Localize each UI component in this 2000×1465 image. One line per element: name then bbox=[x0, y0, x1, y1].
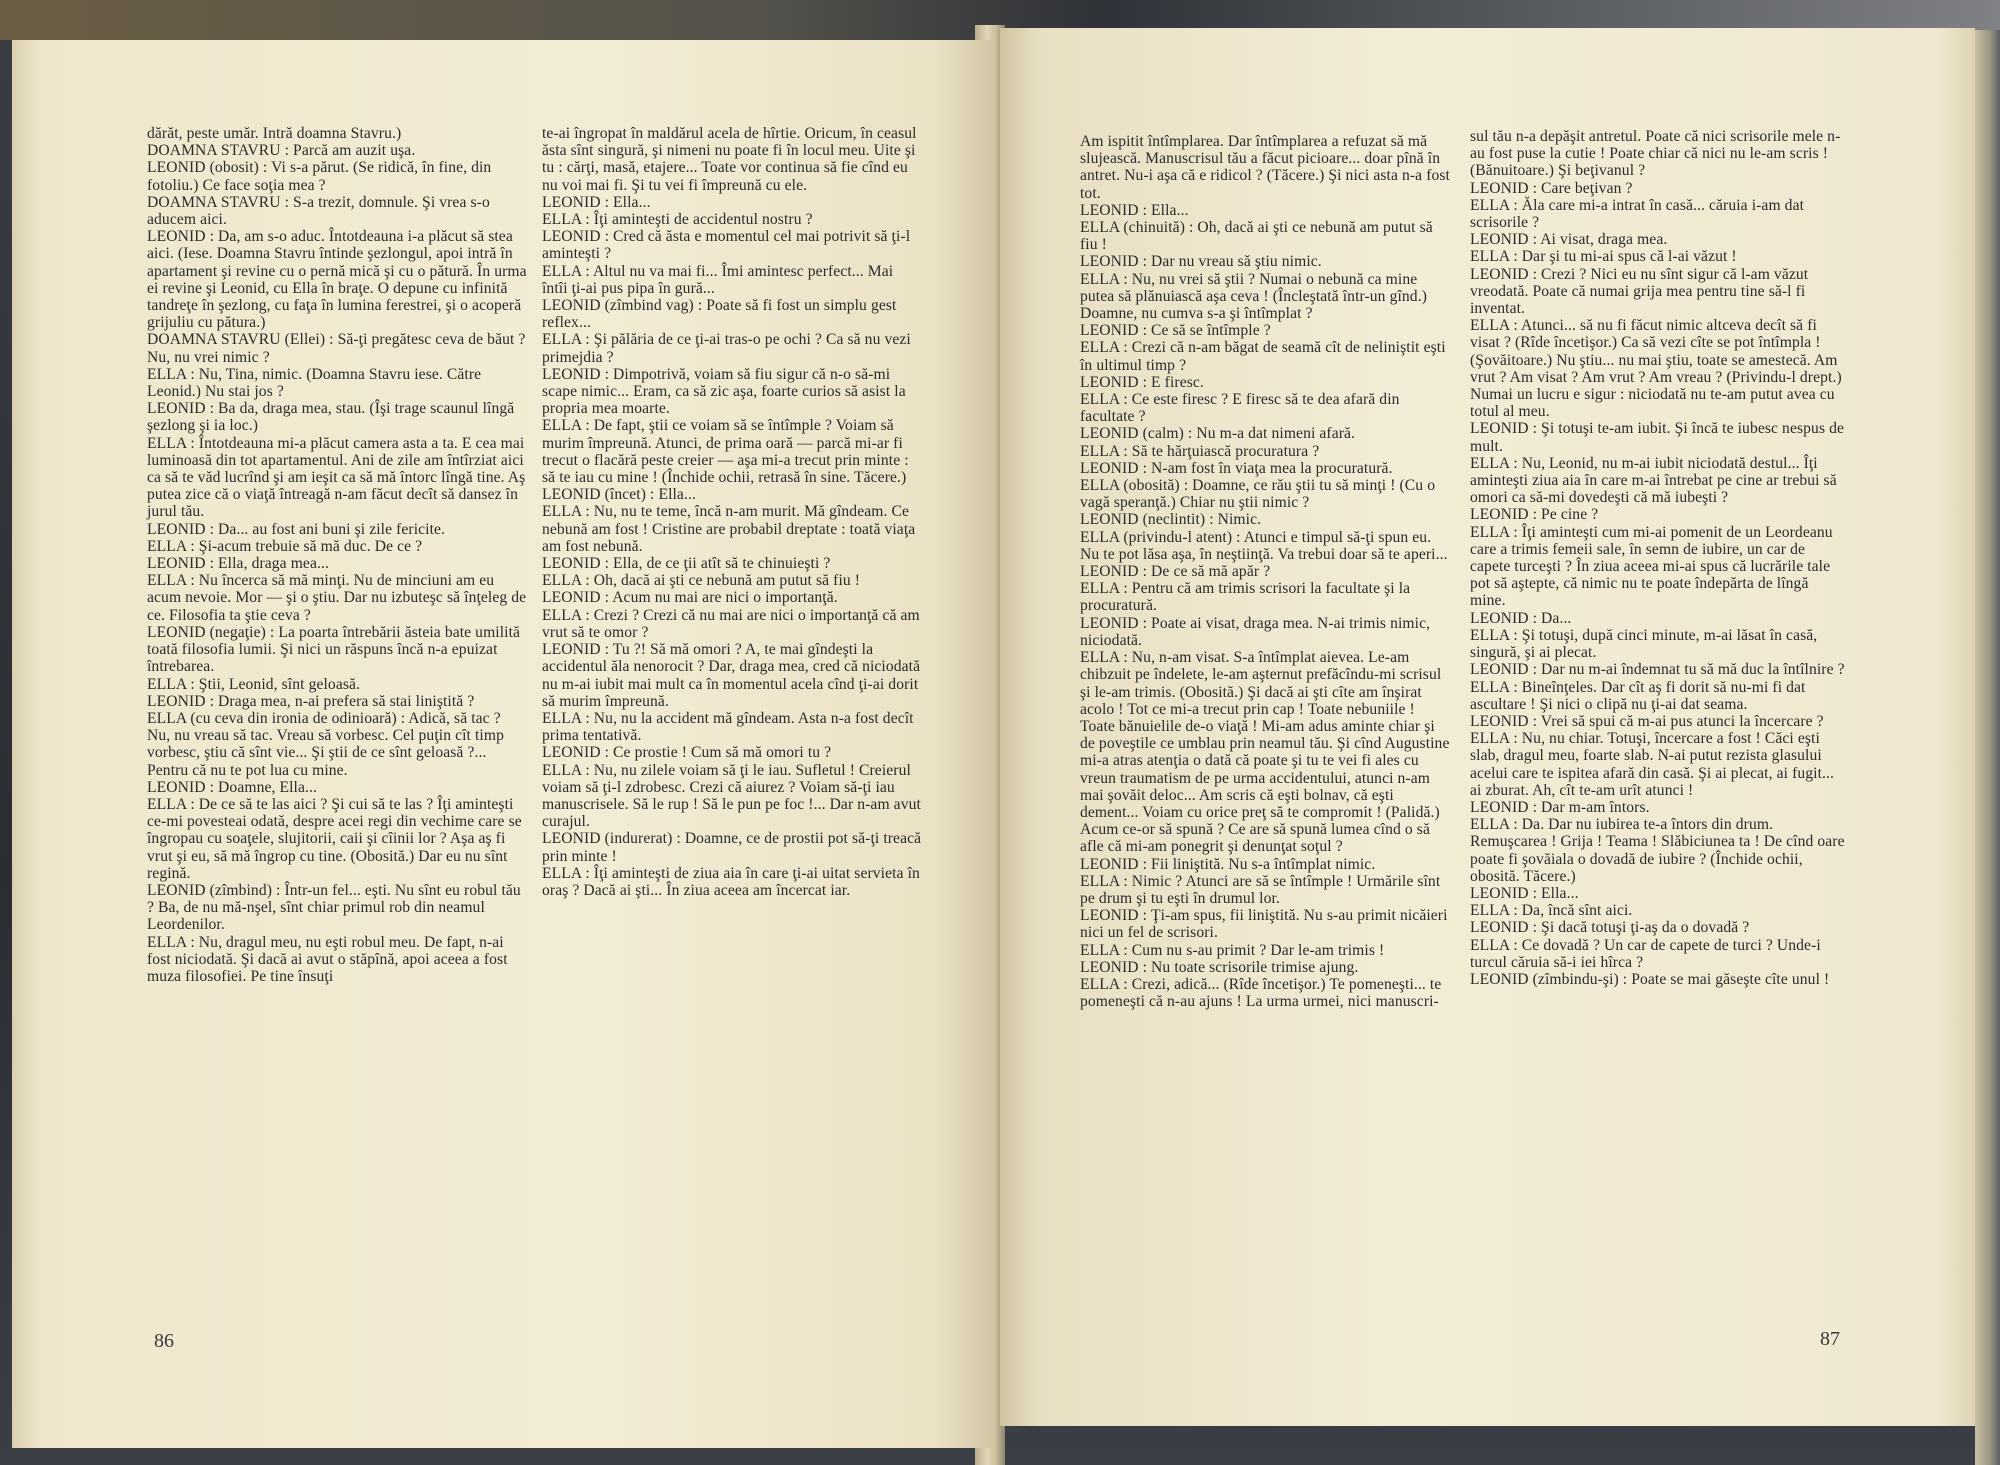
dialogue-paragraph: DOAMNA STAVRU (Ellei) : Să-ţi pregătesc ceva de băut ? Nu, nu vrei nimic ? bbox=[147, 331, 526, 366]
dialogue-paragraph: DOAMNA STAVRU : S-a trezit, domnule. Şi vrea s-o aducem aici. bbox=[147, 193, 490, 229]
dialogue-paragraph: LEONID : Ella... bbox=[1470, 884, 1579, 902]
right-page-number: 87 bbox=[1820, 1328, 1840, 1350]
dialogue-paragraph: LEONID : Da... bbox=[1470, 609, 1572, 627]
dialogue-paragraph: ELLA : Crezi, adică... (Rîde încetişor.) Te pomeneşti... te pomeneşti că n-au ajuns ! La urma urmei, nici manuscri- bbox=[1080, 975, 1442, 1011]
right-page bbox=[1000, 28, 1975, 1426]
dialogue-paragraph: ELLA : Bineînţeles. Dar cît aş fi dorit să nu-mi fi dat ascultare ! Şi nici o clipă nu ţi-ai dat seama. bbox=[1470, 678, 1806, 713]
dialogue-paragraph: ELLA : Nu, dragul meu, nu eşti robul meu. De fapt, n-ai fost niciodată. Şi dacă ai avut o stăpînă, apoi aceea a fost muza filosofiei. Pe tine însuţi bbox=[147, 933, 508, 985]
dialogue-paragraph: ELLA : Nu, nu zilele voiam să ţi le iau. Sufletul ! Creierul voiam să ţi-l zdrobesc. Crezi că aiurez ? Voiam să-ţi iau manuscrisele. Să le rup ! Să le pun pe foc !... Dar n-am avut curajul. bbox=[542, 761, 921, 831]
dialogue-paragraph: ELLA (privindu-l atent) : Atunci e timpul să-ţi spun eu. Nu te pot lăsa aşa, în neştiinţă. Va trebui doar să te aperi... bbox=[1080, 528, 1448, 563]
dialogue-paragraph: LEONID (indurerat) : Doamne, ce de prostii pot să-ţi treacă prin minte ! bbox=[542, 830, 922, 865]
dialogue-paragraph: ELLA : Nu, nu vrei să ştii ? Numai o nebună ca mine putea să plănuiască aşa ceva ! (Încleştată într-un gînd.) Doamne, nu cumva s-a şi întîmplat ? bbox=[1080, 270, 1427, 323]
dialogue-paragraph: ELLA : Ce este firesc ? E firesc să te dea afară din facultate ? bbox=[1080, 391, 1400, 426]
left-page-number: 86 bbox=[154, 1330, 174, 1352]
dialogue-paragraph: LEONID : Poate ai visat, draga mea. N-ai trimis nimic, niciodată. bbox=[1080, 614, 1431, 649]
dialogue-paragraph: ELLA : Dar şi tu mi-ai spus că l-ai văzut ! bbox=[1470, 248, 1737, 266]
dialogue-paragraph: LEONID : Da... au fost ani buni şi zile fericite. bbox=[147, 520, 446, 538]
dialogue-paragraph: LEONID : Nu toate scrisorile trimise ajung. bbox=[1080, 958, 1359, 976]
dialogue-paragraph: LEONID (zîmbind vag) : Poate să fi fost un simplu gest reflex... bbox=[542, 297, 897, 332]
dialogue-paragraph: ELLA : De fapt, ştii ce voiam să se întîmple ? Voiam să murim împreună. Atunci, de prima oară — parcă mi-ar fi trecut o flacără peste creier — aşa mi-a trecut prin minte : să te iau cu mine ! (Închide ochii, retrasă în sine. Tăcere.) bbox=[542, 417, 909, 487]
dialogue-paragraph: ELLA : Altul nu va mai fi... Îmi amintesc perfect... Mai întîi ţi-ai pus pipa în gură... bbox=[542, 262, 894, 297]
dialogue-paragraph: LEONID : Crezi ? Nici eu nu sînt sigur că l-am văzut vreodată. Poate că numai grija mea pentru tine să-l fi inventat. bbox=[1470, 265, 1809, 318]
dialogue-paragraph: LEONID : Şi dacă totuşi ţi-aş da o dovadă ? bbox=[1470, 919, 1750, 937]
dialogue-paragraph: ELLA : Nu, n-am visat. S-a întîmplat aievea. Le-am chibzuit pe îndelete, le-am aşternut prefăcîndu-mi scrisul şi le-am trimis. (Obosită.) Şi dacă ai şti cîte am înşirat acolo ! Tot ce mi-a trecut prin cap ! Toate nebuniile ! Toate bănuielile de-o viaţă ! Mi-am adus aminte chiar şi de poveştile ce umblau prin neamul tău. Şi cînd Augustine mi-a atras atenţia o dată că poate şi tu te vei fi ales cu vreun traumatism de pe urma accidentului, atunci n-am mai şovăit deloc... Am scris că eşti bolnav, că eşti dement... Voiam cu orice preţ să te compromit ! (Palidă.) Acum ce-or să spună ? Ce are să spună lumea cînd o să afle că mi-am ponegrit şi denunţat soţul ? bbox=[1080, 649, 1450, 856]
dialogue-paragraph: LEONID : E firesc. bbox=[1080, 373, 1204, 391]
dialogue-paragraph: LEONID : Dar m-am întors. bbox=[1470, 798, 1650, 816]
dialogue-paragraph: ELLA (cu ceva din ironia de odinioară) : Adică, să tac ? Nu, nu vreau să tac. Vreau să vorbesc. Cel puţin cît timp vorbesc, ştiu că sînt vie... Şi ştii de ce sînt geloasă ?... Pentru că nu te pot lua cu mine. bbox=[147, 709, 504, 779]
dialogue-paragraph: LEONID : Şi totuşi te-am iubit. Şi încă te iubesc nespus de mult. bbox=[1470, 420, 1845, 455]
dialogue-paragraph: LEONID : Fii liniştită. Nu s-a întîmplat nimic. bbox=[1080, 855, 1376, 873]
dialogue-paragraph: ELLA : Atunci... să nu fi făcut nimic altceva decît să fi visat ? (Rîde încetişor.) Ca să vezi cîte se pot întîmpla ! (Şovăitoare.) Nu ştiu... nu mai ştiu, toate se amestecă. Am vrut ? Am visat ? Am vrut ? Am vreau ? (Privindu-l drept.) Numai un lucru e sigur : niciodată nu te-am putut avea cu totul al meu. bbox=[1470, 317, 1842, 421]
dialogue-paragraph: LEONID : Ce prostie ! Cum să mă omori tu ? bbox=[542, 744, 832, 762]
dialogue-paragraph: ELLA : Ăla care mi-a intrat în casă... căruia i-am dat scrisorile ? bbox=[1470, 196, 1805, 232]
right-page-column-2 bbox=[1470, 128, 1845, 988]
dialogue-paragraph: LEONID : Ai visat, draga mea. bbox=[1470, 231, 1668, 249]
dialogue-paragraph: LEONID : Ce să se întîmple ? bbox=[1080, 322, 1271, 340]
dialogue-paragraph: LEONID : De ce să mă apăr ? bbox=[1080, 563, 1271, 581]
dialogue-paragraph: LEONID : Ella... bbox=[1080, 201, 1189, 219]
dialogue-paragraph: ELLA : Şi-acum trebuie să mă duc. De ce ? bbox=[147, 537, 423, 555]
dialogue-paragraph: LEONID : Ba da, draga mea, stau. (Îşi trage scaunul lîngă şezlong şi ia loc.) bbox=[147, 400, 515, 435]
dialogue-paragraph: ELLA : Şi pălăria de ce ţi-ai tras-o pe ochi ? Ca să nu vezi primejdia ? bbox=[542, 331, 911, 366]
dialogue-paragraph: te-ai îngropat în maldărul acela de hîrtie. Oricum, în ceasul ăsta sînt singură, şi nimeni nu poate fi în locul meu. Uite şi tu : cărţi, masă, etajere... Toate vor continua să fie cînd eu nu voi mai fi. Şi tu vei fi împreună cu ele. bbox=[542, 125, 917, 194]
dialogue-paragraph: LEONID (încet) : Ella... bbox=[542, 486, 696, 504]
dialogue-paragraph: ELLA : Nu, Tina, nimic. (Doamna Stavru iese. Către Leonid.) Nu stai jos ? bbox=[147, 365, 482, 401]
dialogue-paragraph: LEONID : Ţi-am spus, fii liniştită. Nu s-au primit nicăieri nici un fel de scrisori. bbox=[1080, 907, 1448, 942]
dialogue-paragraph: LEONID : Ella... bbox=[542, 193, 651, 211]
dialogue-paragraph: LEONID : Dar nu vreau să ştiu nimic. bbox=[1080, 253, 1322, 271]
dialogue-paragraph: ELLA : Da, încă sînt aici. bbox=[1470, 902, 1633, 920]
dialogue-paragraph: ELLA : Nu, Leonid, nu m-ai iubit niciodată destul... Îţi aminteşti ziua aia în care m-ai întrebat pe cine ar trebui să omori ca să-mi dovedeşti că mă iubeşti ? bbox=[1470, 454, 1837, 507]
dialogue-paragraph: LEONID (obosit) : Vi s-a părut. (Se ridică, în fine, din fotoliu.) Ce face soţia mea ? bbox=[147, 159, 492, 194]
dialogue-paragraph: ELLA (obosită) : Doamne, ce rău ştii tu să minţi ! (Cu o vagă speranţă.) Chiar nu ştii nimic ? bbox=[1080, 477, 1436, 512]
dialogue-paragraph: ELLA : Nu, nu chiar. Totuşi, încercare a fost ! Căci eşti slab, dragul meu, foarte slab. N-ai putut rezista glasului acelui care te ispitea afară din casă. Şi ai plecat, ai fugit... ai zburat. Ah, cît te-am urît atunci ! bbox=[1470, 730, 1835, 799]
dialogue-paragraph: ELLA : Cum nu s-au primit ? Dar le-am trimis ! bbox=[1080, 941, 1385, 959]
left-page-column-2 bbox=[542, 125, 922, 899]
dialogue-paragraph: ELLA : Nu, nu te teme, încă n-am murit. Mă gîndeam. Ce nebună am fost ! Cristine are probabil dreptate : toată viaţa am fost nebună. bbox=[542, 503, 916, 555]
dialogue-paragraph: LEONID : Ella, de ce ţii atît să te chinuieşti ? bbox=[542, 555, 831, 573]
dialogue-paragraph: LEONID : Vrei să spui că m-ai pus atunci la încercare ? bbox=[1470, 712, 1824, 730]
dialogue-paragraph: ELLA : Îţi aminteşti cum mi-ai pomenit de un Leordeanu care a trimis femeii sale, în semn de iubire, un car de capete turceşti ? În ziua aceea mi-ai spus că lucrările tale pot să aştepte, că nimic nu te poate îndepărta de lîngă mine. bbox=[1470, 523, 1833, 610]
dialogue-paragraph: ELLA : Şi totuşi, după cinci minute, m-ai lăsat în casă, singură, şi ai plecat. bbox=[1470, 626, 1818, 662]
dialogue-paragraph: ELLA (chinuită) : Oh, dacă ai şti ce nebună am putut să fiu ! bbox=[1080, 219, 1433, 254]
dialogue-paragraph: ELLA : Întotdeauna mi-a plăcut camera asta a ta. E cea mai luminoasă din tot apartamentul. Ani de zile am întîrziat aici ca să te văd lucrînd şi am ieşit ca să mă întorc lîngă tine. Aş putea zice că o viaţă întreagă n-am făcut decît să dansez în jurul tău. bbox=[147, 434, 526, 521]
dialogue-paragraph: DOAMNA STAVRU : Parcă am auzit uşa. bbox=[147, 142, 416, 160]
dialogue-paragraph: ELLA : Nu încerca să mă minţi. Nu de minciuni am eu acum nevoie. Mor — şi o ştiu. Dar nu izbuteşc să înţeleg de ce. Filosofia ta ştie ceva ? bbox=[147, 572, 527, 624]
dialogue-paragraph: LEONID : Cred că ăsta e momentul cel mai potrivit să ţi-l aminteşti ? bbox=[542, 228, 911, 263]
dialogue-paragraph: LEONID : Draga mea, n-ai prefera să stai liniştită ? bbox=[147, 692, 475, 710]
left-page bbox=[12, 40, 992, 1448]
dialogue-paragraph: LEONID (zîmbind) : Într-un fel... eşti. Nu sînt eu robul tău ? Ba, de nu mă-nşel, sînt chiar primul rob din neamul Leordenilor. bbox=[147, 881, 521, 934]
dialogue-paragraph: ELLA : Pentru că am trimis scrisori la facultate şi la procuratură. bbox=[1080, 580, 1411, 615]
dialogue-paragraph: ELLA : Ştii, Leonid, sînt geloasă. bbox=[147, 675, 361, 693]
dialogue-paragraph: LEONID : Ella, draga mea... bbox=[147, 555, 329, 573]
dialogue-paragraph: Am ispitit întîmplarea. Dar întîmplarea a refuzat să mă slujească. Manuscrisul tău a făcut picioare... doar pînă în antret. Nu-i aşa că e ridicol ? (Tăcere.) Şi nici asta n-a fost tot. bbox=[1080, 133, 1450, 202]
dialogue-paragraph: ELLA : De ce să te las aici ? Şi cui să te las ? Îţi aminteşti ce-mi povesteai odată, despre acei regi din vechime care se îngropau cu soaţele, slujitorii, caii şi cîinii lor ? Aşa aş fi vrut şi eu, să mă îngrop cu tine. (Obosită.) Dar eu nu sînt regină. bbox=[147, 795, 522, 882]
dialogue-paragraph: LEONID : Acum nu mai are nici o importanţă. bbox=[542, 589, 838, 607]
dialogue-paragraph: LEONID : Pe cine ? bbox=[1470, 506, 1599, 524]
dialogue-paragraph: LEONID (neclintit) : Nimic. bbox=[1080, 511, 1262, 529]
dialogue-paragraph: LEONID : Dar nu m-ai îndemnat tu să mă duc la întîlnire ? bbox=[1470, 661, 1845, 679]
book-cover-side bbox=[1975, 30, 2000, 1465]
dialogue-paragraph: LEONID (zîmbindu-şi) : Poate se mai găseşte cîte unul ! bbox=[1470, 970, 1830, 988]
dialogue-paragraph: LEONID : Doamne, Ella... bbox=[147, 778, 317, 796]
dialogue-paragraph: ELLA : Îţi aminteşti de accidentul nostru ? bbox=[542, 211, 813, 229]
dialogue-paragraph: LEONID : Tu ?! Să mă omori ? A, te mai gîndeşti la accidentul ăla nenorocit ? Dar, draga mea, cred că niciodată nu m-ai iubit mai mult ca în momentul acela cînd ţi-ai dorit să murim împreună. bbox=[542, 641, 921, 710]
left-page-column-1 bbox=[147, 125, 527, 985]
dialogue-paragraph: ELLA : Ce dovadă ? Un car de capete de turci ? Unde-i turcul căruia să-i iei hîrca ? bbox=[1470, 936, 1821, 971]
dialogue-paragraph: ELLA : Crezi că n-am băgat de seamă cît de neliniştit eşti în ultimul timp ? bbox=[1080, 339, 1446, 374]
dialogue-paragraph: LEONID (calm) : Nu m-a dat nimeni afară. bbox=[1080, 425, 1356, 443]
dialogue-paragraph: ELLA : Nu, nu la accident mă gîndeam. Asta n-a fost decît prima tentativă. bbox=[542, 709, 914, 745]
dialogue-paragraph: ELLA : Oh, dacă ai şti ce nebună am putut să fiu ! bbox=[542, 572, 861, 590]
dialogue-paragraph: LEONID : Da, am s-o aduc. Întotdeauna i-a plăcut să stea aici. (Iese. Doamna Stavru întinde şezlongul, apoi intră în apartament şi revine cu o pernă mică şi cu o pătură. În urma ei revine şi Leonid, cu Ella în braţe. O depune cu infinită tandreţe în şezlong, cu faţa în lumina ferestrei, şi o acoperă grijuliu cu pătura.) bbox=[147, 228, 527, 332]
right-page-column-1 bbox=[1080, 133, 1450, 1010]
dialogue-paragraph: LEONID : Dimpotrivă, voiam să fiu sigur că n-o să-mi scape nimic... Eram, ca să zic aşa, foarte curios să asist la propria mea moarte. bbox=[542, 365, 906, 418]
dialogue-paragraph: LEONID : N-am fost în viaţa mea la procuratură. bbox=[1080, 459, 1393, 477]
dialogue-paragraph: ELLA : Să te hărţuiască procuratura ? bbox=[1080, 442, 1320, 460]
dialogue-paragraph: dărăt, peste umăr. Intră doamna Stavru.) bbox=[147, 125, 402, 142]
dialogue-paragraph: ELLA : Crezi ? Crezi că nu mai are nici o importanţă că am vrut să te omor ? bbox=[542, 606, 920, 641]
dialogue-paragraph: ELLA : Nimic ? Atunci are să se întîmple ! Urmările sînt pe drum şi tu eşti în drumul lor. bbox=[1080, 872, 1441, 907]
dialogue-paragraph: ELLA : Îţi aminteşti de ziua aia în care ţi-ai uitat servieta în oraş ? Dacă ai şti... În ziua aceea am încercat iar. bbox=[542, 864, 920, 899]
dialogue-paragraph: LEONID (negaţie) : La poarta întrebării ăsteia bate umilită toată filosofia lumii. Şi nici un răspuns încă n-a epuizat întrebarea. bbox=[147, 623, 521, 676]
dialogue-paragraph: ELLA : Da. Dar nu iubirea te-a întors din drum. Remuşcarea ! Grija ! Teama ! Slăbiciunea ta ! De cînd oare poate fi şovăiala o dovadă de iubire ? (Închide ochii, obosită. Tăcere.) bbox=[1470, 816, 1845, 885]
dialogue-paragraph: sul tău n-a depăşit antretul. Poate că nici scrisorile mele n-au fost puse la cutie ! Poate chiar că nici nu le-am scris ! (Bănuitoare.) Şi beţivanul ? bbox=[1470, 128, 1841, 180]
dialogue-paragraph: LEONID : Care beţivan ? bbox=[1470, 179, 1633, 197]
